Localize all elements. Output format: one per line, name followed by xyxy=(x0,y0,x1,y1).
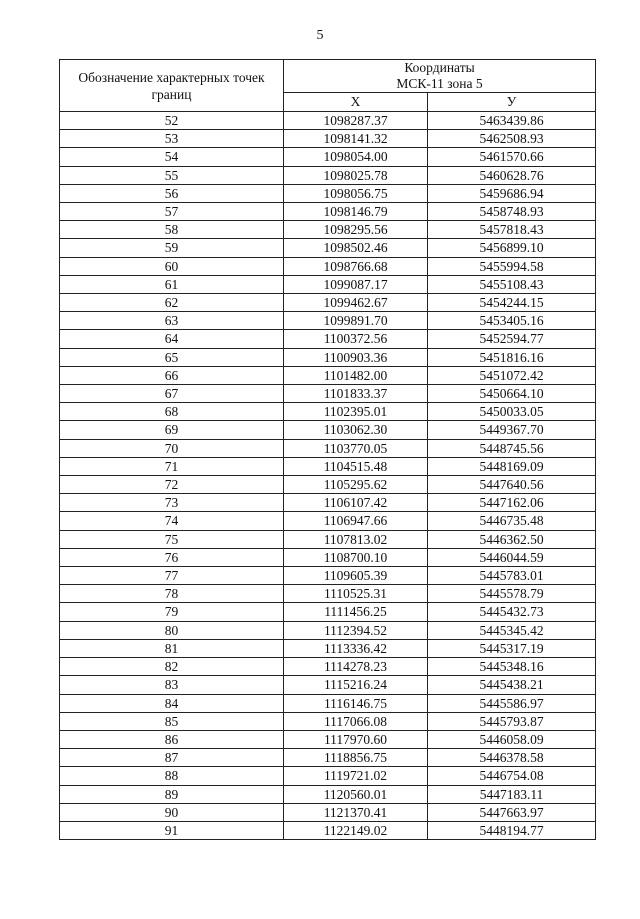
header-points: Обозначение характерных точек границ xyxy=(60,60,284,112)
point-number: 82 xyxy=(60,658,284,676)
y-coordinate: 5445432.73 xyxy=(428,603,596,621)
x-coordinate: 1117066.08 xyxy=(284,712,428,730)
y-coordinate: 5456899.10 xyxy=(428,239,596,257)
point-number: 66 xyxy=(60,366,284,384)
y-coordinate: 5447162.06 xyxy=(428,494,596,512)
table-row xyxy=(60,348,596,366)
y-coordinate: 5457818.43 xyxy=(428,221,596,239)
table-row xyxy=(60,275,596,293)
y-coordinate: 5463439.86 xyxy=(428,112,596,130)
point-number: 89 xyxy=(60,785,284,803)
point-number: 73 xyxy=(60,494,284,512)
point-number: 59 xyxy=(60,239,284,257)
x-coordinate: 1120560.01 xyxy=(284,785,428,803)
x-coordinate: 1116146.75 xyxy=(284,694,428,712)
x-coordinate: 1098054.00 xyxy=(284,148,428,166)
x-coordinate: 1099462.67 xyxy=(284,294,428,312)
x-coordinate: 1117970.60 xyxy=(284,730,428,748)
point-number: 74 xyxy=(60,512,284,530)
y-coordinate: 5446362.50 xyxy=(428,530,596,548)
point-number: 62 xyxy=(60,294,284,312)
table-row xyxy=(60,494,596,512)
point-number: 75 xyxy=(60,530,284,548)
y-coordinate: 5446378.58 xyxy=(428,749,596,767)
table-row xyxy=(60,184,596,202)
point-number: 71 xyxy=(60,457,284,475)
x-coordinate: 1104515.48 xyxy=(284,457,428,475)
y-coordinate: 5462508.93 xyxy=(428,130,596,148)
table-row xyxy=(60,530,596,548)
y-coordinate: 5448194.77 xyxy=(428,821,596,839)
x-coordinate: 1110525.31 xyxy=(284,585,428,603)
point-number: 52 xyxy=(60,112,284,130)
table-row xyxy=(60,439,596,457)
point-number: 80 xyxy=(60,621,284,639)
table-row xyxy=(60,658,596,676)
point-number: 63 xyxy=(60,312,284,330)
y-coordinate: 5447663.97 xyxy=(428,803,596,821)
y-coordinate: 5453405.16 xyxy=(428,312,596,330)
table-row xyxy=(60,112,596,130)
point-number: 55 xyxy=(60,166,284,184)
y-coordinate: 5455994.58 xyxy=(428,257,596,275)
x-coordinate: 1098766.68 xyxy=(284,257,428,275)
x-coordinate: 1098287.37 xyxy=(284,112,428,130)
table-row xyxy=(60,639,596,657)
y-coordinate: 5445348.16 xyxy=(428,658,596,676)
page-number: 5 xyxy=(316,28,324,43)
x-coordinate: 1103062.30 xyxy=(284,421,428,439)
table-row xyxy=(60,476,596,494)
table-row xyxy=(60,130,596,148)
table-row xyxy=(60,676,596,694)
point-number: 85 xyxy=(60,712,284,730)
point-number: 56 xyxy=(60,184,284,202)
x-coordinate: 1106947.66 xyxy=(284,512,428,530)
point-number: 84 xyxy=(60,694,284,712)
table-row xyxy=(60,457,596,475)
x-coordinate: 1099087.17 xyxy=(284,275,428,293)
table-row xyxy=(60,803,596,821)
point-number: 88 xyxy=(60,767,284,785)
table-row xyxy=(60,294,596,312)
y-coordinate: 5451816.16 xyxy=(428,348,596,366)
table-row xyxy=(60,749,596,767)
x-coordinate: 1122149.02 xyxy=(284,821,428,839)
x-coordinate: 1101833.37 xyxy=(284,385,428,403)
x-coordinate: 1098502.46 xyxy=(284,239,428,257)
point-number: 53 xyxy=(60,130,284,148)
y-coordinate: 5445345.42 xyxy=(428,621,596,639)
x-coordinate: 1112394.52 xyxy=(284,621,428,639)
header-coordinates xyxy=(284,60,596,93)
x-coordinate: 1100372.56 xyxy=(284,330,428,348)
x-coordinate: 1098141.32 xyxy=(284,130,428,148)
x-coordinate: 1107813.02 xyxy=(284,530,428,548)
point-number: 86 xyxy=(60,730,284,748)
y-coordinate: 5449367.70 xyxy=(428,421,596,439)
table-row xyxy=(60,239,596,257)
x-coordinate: 1098146.79 xyxy=(284,203,428,221)
y-coordinate: 5459686.94 xyxy=(428,184,596,202)
point-number: 76 xyxy=(60,548,284,566)
y-coordinate: 5445793.87 xyxy=(428,712,596,730)
point-number: 70 xyxy=(60,439,284,457)
point-number: 61 xyxy=(60,275,284,293)
table-row xyxy=(60,403,596,421)
y-coordinate: 5445317.19 xyxy=(428,639,596,657)
point-number: 87 xyxy=(60,749,284,767)
coordinates-table xyxy=(59,59,596,840)
point-number: 65 xyxy=(60,348,284,366)
point-number: 72 xyxy=(60,476,284,494)
table-row xyxy=(60,603,596,621)
point-number: 67 xyxy=(60,385,284,403)
x-coordinate: 1109605.39 xyxy=(284,567,428,585)
x-coordinate: 1111456.25 xyxy=(284,603,428,621)
point-number: 91 xyxy=(60,821,284,839)
table-row xyxy=(60,330,596,348)
y-coordinate: 5446735.48 xyxy=(428,512,596,530)
header-coordinates-title: Координаты xyxy=(404,60,475,75)
x-coordinate: 1098025.78 xyxy=(284,166,428,184)
table-row xyxy=(60,257,596,275)
table-row xyxy=(60,148,596,166)
x-coordinate: 1108700.10 xyxy=(284,548,428,566)
x-coordinate: 1099891.70 xyxy=(284,312,428,330)
table-row xyxy=(60,621,596,639)
point-number: 57 xyxy=(60,203,284,221)
table-row xyxy=(60,166,596,184)
y-coordinate: 5448169.09 xyxy=(428,457,596,475)
y-coordinate: 5460628.76 xyxy=(428,166,596,184)
table-row xyxy=(60,694,596,712)
y-coordinate: 5455108.43 xyxy=(428,275,596,293)
table-row xyxy=(60,730,596,748)
table-row xyxy=(60,785,596,803)
y-coordinate: 5452594.77 xyxy=(428,330,596,348)
x-coordinate: 1119721.02 xyxy=(284,767,428,785)
table-row xyxy=(60,821,596,839)
y-coordinate: 5458748.93 xyxy=(428,203,596,221)
point-number: 60 xyxy=(60,257,284,275)
point-number: 81 xyxy=(60,639,284,657)
y-coordinate: 5446058.09 xyxy=(428,730,596,748)
table-row xyxy=(60,585,596,603)
header-x: Х xyxy=(284,93,428,112)
y-coordinate: 5447183.11 xyxy=(428,785,596,803)
table-row xyxy=(60,512,596,530)
table-row xyxy=(60,203,596,221)
table-body xyxy=(60,112,596,840)
table-row xyxy=(60,712,596,730)
point-number: 54 xyxy=(60,148,284,166)
point-number: 77 xyxy=(60,567,284,585)
table-row xyxy=(60,567,596,585)
x-coordinate: 1105295.62 xyxy=(284,476,428,494)
x-coordinate: 1121370.41 xyxy=(284,803,428,821)
table-row xyxy=(60,548,596,566)
table-row xyxy=(60,385,596,403)
y-coordinate: 5450033.05 xyxy=(428,403,596,421)
point-number: 79 xyxy=(60,603,284,621)
x-coordinate: 1098056.75 xyxy=(284,184,428,202)
y-coordinate: 5448745.56 xyxy=(428,439,596,457)
point-number: 68 xyxy=(60,403,284,421)
x-coordinate: 1113336.42 xyxy=(284,639,428,657)
header-coordinates-system: МСК-11 зона 5 xyxy=(396,76,483,91)
x-coordinate: 1118856.75 xyxy=(284,749,428,767)
y-coordinate: 5445586.97 xyxy=(428,694,596,712)
table-row xyxy=(60,312,596,330)
point-number: 64 xyxy=(60,330,284,348)
x-coordinate: 1106107.42 xyxy=(284,494,428,512)
point-number: 58 xyxy=(60,221,284,239)
y-coordinate: 5445578.79 xyxy=(428,585,596,603)
y-coordinate: 5445438.21 xyxy=(428,676,596,694)
x-coordinate: 1103770.05 xyxy=(284,439,428,457)
x-coordinate: 1098295.56 xyxy=(284,221,428,239)
x-coordinate: 1115216.24 xyxy=(284,676,428,694)
y-coordinate: 5451072.42 xyxy=(428,366,596,384)
y-coordinate: 5447640.56 xyxy=(428,476,596,494)
point-number: 90 xyxy=(60,803,284,821)
table-row xyxy=(60,421,596,439)
y-coordinate: 5445783.01 xyxy=(428,567,596,585)
point-number: 83 xyxy=(60,676,284,694)
table-row xyxy=(60,767,596,785)
point-number: 78 xyxy=(60,585,284,603)
y-coordinate: 5446754.08 xyxy=(428,767,596,785)
header-y: У xyxy=(428,93,596,112)
table-row xyxy=(60,221,596,239)
y-coordinate: 5454244.15 xyxy=(428,294,596,312)
y-coordinate: 5446044.59 xyxy=(428,548,596,566)
point-number: 69 xyxy=(60,421,284,439)
y-coordinate: 5461570.66 xyxy=(428,148,596,166)
table-row xyxy=(60,366,596,384)
x-coordinate: 1102395.01 xyxy=(284,403,428,421)
x-coordinate: 1114278.23 xyxy=(284,658,428,676)
x-coordinate: 1101482.00 xyxy=(284,366,428,384)
y-coordinate: 5450664.10 xyxy=(428,385,596,403)
x-coordinate: 1100903.36 xyxy=(284,348,428,366)
